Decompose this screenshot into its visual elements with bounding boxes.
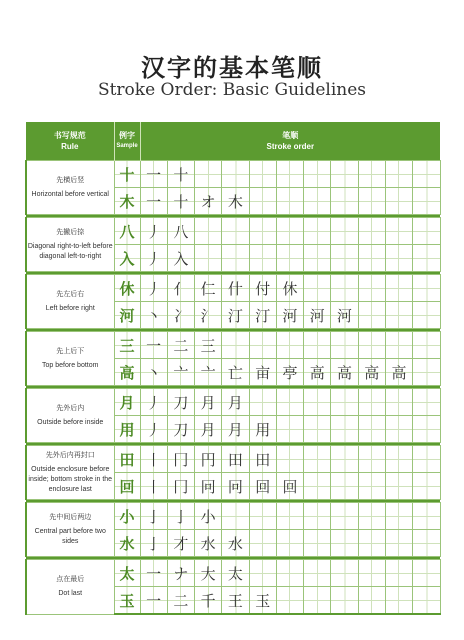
sample-character: 河 xyxy=(114,302,140,329)
stroke-step: 亭 xyxy=(276,359,303,386)
empty-grid-cell xyxy=(304,389,331,416)
rule-cell xyxy=(26,446,114,500)
stroke-step: 汀 xyxy=(222,302,249,329)
empty-grid-cell xyxy=(385,332,412,359)
stroke-step: 一 xyxy=(140,161,167,188)
stroke-step: 水 xyxy=(222,530,249,557)
stroke-step: 亠 xyxy=(167,359,194,386)
empty-grid-cell xyxy=(331,161,358,188)
empty-grid-cell xyxy=(331,587,358,615)
rule-chinese: 先外后内 xyxy=(56,404,85,412)
sample-character: 八 xyxy=(114,218,140,245)
empty-grid-cell xyxy=(385,473,412,500)
stroke-step: 月 xyxy=(195,389,222,416)
stroke-step: 一 xyxy=(140,332,167,359)
empty-grid-cell xyxy=(195,218,222,245)
sample-character: 用 xyxy=(114,416,140,443)
rule-cell xyxy=(26,218,114,272)
sample-character: 休 xyxy=(114,275,140,302)
stroke-step: 太 xyxy=(222,560,249,587)
empty-grid-cell xyxy=(304,188,331,215)
empty-grid-cell xyxy=(385,587,412,615)
empty-grid-cell xyxy=(276,332,303,359)
stroke-step: 亅 xyxy=(140,530,167,557)
page-title-english: Stroke Order: Basic Guidelines xyxy=(97,80,367,100)
empty-grid-cell xyxy=(331,416,358,443)
stroke-step: ナ xyxy=(167,560,194,587)
empty-grid-cell xyxy=(331,275,358,302)
header-sample xyxy=(114,122,140,161)
empty-grid-cell xyxy=(331,389,358,416)
stroke-step: 木 xyxy=(222,188,249,215)
stroke-step: オ xyxy=(195,188,222,215)
stroke-step: 円 xyxy=(195,446,222,473)
empty-grid-cell xyxy=(276,245,303,272)
header-rule-cn: 书写规范 xyxy=(53,131,86,140)
empty-grid-cell xyxy=(331,560,358,587)
rule-chinese: 点在最后 xyxy=(56,575,85,583)
empty-grid-cell xyxy=(304,560,331,587)
empty-grid-cell xyxy=(331,446,358,473)
table-row xyxy=(26,161,440,188)
empty-grid-cell xyxy=(195,245,222,272)
stroke-step: 丨 xyxy=(140,446,167,473)
stroke-step: 冫 xyxy=(167,302,194,329)
header-stroke-cn: 笔顺 xyxy=(282,131,299,140)
empty-grid-cell xyxy=(276,416,303,443)
rule-chinese: 先左后右 xyxy=(56,290,85,298)
empty-grid-cell xyxy=(413,332,440,359)
empty-grid-cell xyxy=(276,560,303,587)
empty-grid-cell xyxy=(385,275,412,302)
rule-english: Diagonal right-to-left before diagonal left-to-right xyxy=(27,242,113,260)
stroke-step: 丶 xyxy=(140,359,167,386)
empty-grid-cell xyxy=(304,218,331,245)
empty-grid-cell xyxy=(249,245,276,272)
empty-grid-cell xyxy=(304,275,331,302)
table-row xyxy=(26,503,440,530)
empty-grid-cell xyxy=(413,275,440,302)
empty-grid-cell xyxy=(304,503,331,530)
stroke-step: 亠 xyxy=(195,359,222,386)
stroke-step: 什 xyxy=(222,275,249,302)
rule-cell xyxy=(26,275,114,329)
table-row xyxy=(26,218,440,245)
stroke-step: 冋 xyxy=(195,473,222,500)
stroke-step: 一 xyxy=(140,587,167,615)
empty-grid-cell xyxy=(413,503,440,530)
stroke-step: 一 xyxy=(140,188,167,215)
stroke-step: 丿 xyxy=(140,245,167,272)
empty-grid-cell xyxy=(385,503,412,530)
table-body xyxy=(26,161,440,615)
empty-grid-cell xyxy=(358,503,385,530)
sample-character: 高 xyxy=(114,359,140,386)
stroke-step: 水 xyxy=(195,530,222,557)
sample-character: 木 xyxy=(114,188,140,215)
empty-grid-cell xyxy=(304,530,331,557)
empty-grid-cell xyxy=(276,161,303,188)
header-rule xyxy=(26,122,114,161)
empty-grid-cell xyxy=(413,302,440,329)
stroke-step: 丿 xyxy=(140,389,167,416)
stroke-step: 月 xyxy=(222,416,249,443)
sample-character: 小 xyxy=(114,503,140,530)
stroke-step: 田 xyxy=(222,446,249,473)
empty-grid-cell xyxy=(385,302,412,329)
empty-grid-cell xyxy=(304,161,331,188)
empty-grid-cell xyxy=(413,218,440,245)
stroke-step: 高 xyxy=(385,359,412,386)
sample-character: 田 xyxy=(114,446,140,473)
empty-grid-cell xyxy=(249,530,276,557)
header-sample-en: Sample xyxy=(116,143,138,149)
rule-chinese: 先撇后捺 xyxy=(56,228,85,236)
empty-grid-cell xyxy=(304,245,331,272)
sample-character: 三 xyxy=(114,332,140,359)
empty-grid-cell xyxy=(331,530,358,557)
empty-grid-cell xyxy=(331,473,358,500)
empty-grid-cell xyxy=(385,446,412,473)
empty-grid-cell xyxy=(276,503,303,530)
table-row xyxy=(26,275,440,302)
stroke-step: 汀 xyxy=(249,302,276,329)
rule-english: Outside before inside xyxy=(37,418,104,426)
empty-grid-cell xyxy=(304,473,331,500)
empty-grid-cell xyxy=(385,389,412,416)
stroke-step: 冂 xyxy=(167,473,194,500)
header-stroke-en: Stroke order xyxy=(266,142,315,151)
empty-grid-cell xyxy=(385,560,412,587)
rule-cell xyxy=(26,503,114,557)
rule-english: Outside enclosure before inside; bottom stroke in the enclosure last xyxy=(28,465,113,493)
sample-character: 回 xyxy=(114,473,140,500)
stroke-step: 三 xyxy=(195,332,222,359)
table-row xyxy=(26,332,440,359)
empty-grid-cell xyxy=(331,332,358,359)
empty-grid-cell xyxy=(358,416,385,443)
empty-grid-cell xyxy=(413,188,440,215)
empty-grid-cell xyxy=(304,332,331,359)
empty-grid-cell xyxy=(413,446,440,473)
rule-cell xyxy=(26,332,114,386)
stroke-step: 付 xyxy=(249,275,276,302)
stroke-step: 亻 xyxy=(167,275,194,302)
empty-grid-cell xyxy=(358,446,385,473)
empty-grid-cell xyxy=(385,245,412,272)
rule-english: Horizontal before vertical xyxy=(31,190,109,198)
empty-grid-cell xyxy=(276,587,303,615)
stroke-step: 高 xyxy=(358,359,385,386)
rule-english: Top before bottom xyxy=(42,361,99,369)
empty-grid-cell xyxy=(358,188,385,215)
empty-grid-cell xyxy=(249,332,276,359)
stroke-step: 丨 xyxy=(140,473,167,500)
table-row xyxy=(26,389,440,416)
stroke-step: 丶 xyxy=(140,302,167,329)
rule-chinese: 先横后竖 xyxy=(56,176,85,184)
empty-grid-cell xyxy=(358,530,385,557)
empty-grid-cell xyxy=(413,389,440,416)
empty-grid-cell xyxy=(358,245,385,272)
empty-grid-cell xyxy=(276,530,303,557)
empty-grid-cell xyxy=(358,161,385,188)
empty-grid-cell xyxy=(222,161,249,188)
empty-grid-cell xyxy=(385,218,412,245)
empty-grid-cell xyxy=(276,188,303,215)
stroke-step: 八 xyxy=(167,218,194,245)
empty-grid-cell xyxy=(385,188,412,215)
rule-english: Central part before two sides xyxy=(34,527,106,545)
stroke-step: 冋 xyxy=(222,473,249,500)
empty-grid-cell xyxy=(276,446,303,473)
empty-grid-cell xyxy=(222,332,249,359)
stroke-step: 丿 xyxy=(140,416,167,443)
rule-cell xyxy=(26,161,114,215)
stroke-step: 刀 xyxy=(167,389,194,416)
empty-grid-cell xyxy=(413,359,440,386)
empty-grid-cell xyxy=(331,503,358,530)
header-stroke-order xyxy=(140,122,440,161)
stroke-step: 氵 xyxy=(195,302,222,329)
rule-chinese: 先外后内再封口 xyxy=(45,451,95,459)
empty-grid-cell xyxy=(385,530,412,557)
empty-grid-cell xyxy=(358,587,385,615)
stroke-step: 王 xyxy=(222,587,249,615)
stroke-step: 入 xyxy=(167,245,194,272)
sample-character: 太 xyxy=(114,560,140,587)
empty-grid-cell xyxy=(249,188,276,215)
stroke-step: 河 xyxy=(331,302,358,329)
empty-grid-cell xyxy=(249,218,276,245)
stroke-step: 大 xyxy=(195,560,222,587)
empty-grid-cell xyxy=(358,473,385,500)
empty-grid-cell xyxy=(195,161,222,188)
header-rule-en: Rule xyxy=(61,142,79,151)
empty-grid-cell xyxy=(358,302,385,329)
empty-grid-cell xyxy=(358,560,385,587)
stroke-step: 回 xyxy=(249,473,276,500)
empty-grid-cell xyxy=(413,473,440,500)
stroke-step: 二 xyxy=(167,332,194,359)
empty-grid-cell xyxy=(249,389,276,416)
stroke-step: 一 xyxy=(140,560,167,587)
stroke-step: 高 xyxy=(304,359,331,386)
rule-cell xyxy=(26,560,114,615)
empty-grid-cell xyxy=(385,416,412,443)
rule-cell xyxy=(26,389,114,443)
empty-grid-cell xyxy=(249,560,276,587)
rule-english: Dot last xyxy=(58,589,83,597)
stroke-step: 亩 xyxy=(249,359,276,386)
empty-grid-cell xyxy=(249,161,276,188)
empty-grid-cell xyxy=(413,161,440,188)
stroke-step: 仁 xyxy=(195,275,222,302)
empty-grid-cell xyxy=(304,416,331,443)
stroke-step: 丿 xyxy=(140,275,167,302)
empty-grid-cell xyxy=(358,332,385,359)
table-row xyxy=(26,446,440,473)
empty-grid-cell xyxy=(276,218,303,245)
stroke-step: 玉 xyxy=(249,587,276,615)
empty-grid-cell xyxy=(358,275,385,302)
empty-grid-cell xyxy=(249,503,276,530)
sample-character: 水 xyxy=(114,530,140,557)
sample-character: 月 xyxy=(114,389,140,416)
empty-grid-cell xyxy=(413,416,440,443)
stroke-step: 十 xyxy=(167,188,194,215)
empty-grid-cell xyxy=(304,587,331,615)
stroke-step: 才 xyxy=(167,530,194,557)
stroke-step: 回 xyxy=(276,473,303,500)
sample-character: 玉 xyxy=(114,587,140,615)
empty-grid-cell xyxy=(358,389,385,416)
sample-character: 入 xyxy=(114,245,140,272)
sample-character: 十 xyxy=(114,161,140,188)
table-header-row xyxy=(26,122,440,161)
empty-grid-cell xyxy=(222,218,249,245)
stroke-step: 河 xyxy=(276,302,303,329)
empty-grid-cell xyxy=(331,188,358,215)
rule-chinese: 先上后下 xyxy=(56,347,85,355)
empty-grid-cell xyxy=(331,245,358,272)
empty-grid-cell xyxy=(222,503,249,530)
stroke-step: 冂 xyxy=(167,446,194,473)
stroke-order-table xyxy=(25,122,441,615)
empty-grid-cell xyxy=(385,161,412,188)
rule-english: Left before right xyxy=(45,304,95,312)
empty-grid-cell xyxy=(413,587,440,615)
stroke-step: 田 xyxy=(249,446,276,473)
stroke-step: 小 xyxy=(195,503,222,530)
empty-grid-cell xyxy=(413,560,440,587)
header-sample-cn: 例字 xyxy=(119,131,135,140)
page-title-chinese: 汉字的基本笔顺 xyxy=(141,53,323,82)
empty-grid-cell xyxy=(276,389,303,416)
empty-grid-cell xyxy=(304,446,331,473)
empty-grid-cell xyxy=(331,218,358,245)
stroke-step: 二 xyxy=(167,587,194,615)
empty-grid-cell xyxy=(413,245,440,272)
stroke-step: 月 xyxy=(195,416,222,443)
stroke-step: 用 xyxy=(249,416,276,443)
table-row xyxy=(26,560,440,587)
stroke-step: 河 xyxy=(304,302,331,329)
empty-grid-cell xyxy=(358,218,385,245)
stroke-step: 月 xyxy=(222,389,249,416)
stroke-step: 亅 xyxy=(167,503,194,530)
empty-grid-cell xyxy=(222,245,249,272)
stroke-step: 亡 xyxy=(222,359,249,386)
stroke-step: 十 xyxy=(167,161,194,188)
rule-chinese: 先中间后两边 xyxy=(49,513,92,521)
stroke-step: 丿 xyxy=(140,218,167,245)
stroke-step: 千 xyxy=(195,587,222,615)
stroke-step: 休 xyxy=(276,275,303,302)
stroke-step: 亅 xyxy=(140,503,167,530)
stroke-step: 高 xyxy=(331,359,358,386)
stroke-step: 刀 xyxy=(167,416,194,443)
empty-grid-cell xyxy=(413,530,440,557)
